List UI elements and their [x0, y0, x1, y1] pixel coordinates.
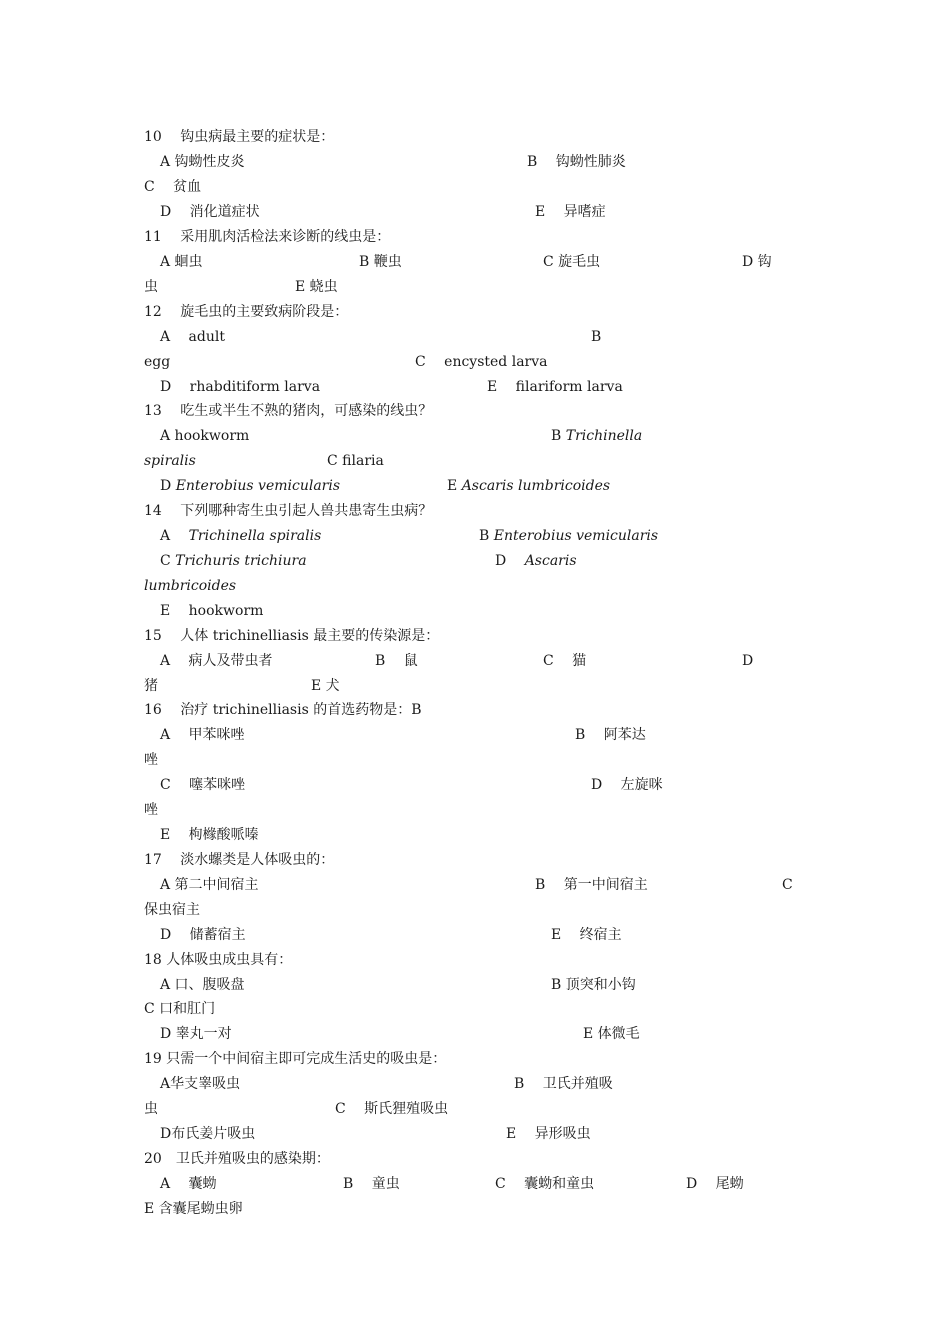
q11-option-e: E 蛲虫: [295, 279, 338, 295]
q20-option-a: A 囊蚴: [160, 1176, 217, 1192]
q14-option-a: [160, 527, 321, 545]
q14-option-b: [479, 527, 658, 545]
q13-option-d: [160, 477, 340, 495]
q14-option-a-letter: A: [160, 528, 171, 544]
q18-option-d: D 睾丸一对: [160, 1026, 232, 1042]
q19-option-a: A华支睾吸虫: [160, 1076, 241, 1092]
q16-option-b-wrap: 唑: [144, 752, 158, 768]
q16-option-e: E 枸橼酸哌嗪: [160, 827, 259, 843]
q11-option-b: B 鞭虫: [359, 254, 402, 270]
q15-option-b: B 鼠: [375, 653, 418, 669]
q17-option-e: E 终宿主: [551, 927, 622, 943]
q14-option-e: E hookworm: [160, 603, 264, 619]
q14-option-d: [495, 552, 577, 570]
q10-stem: 10 钩虫病最主要的症状是：: [144, 129, 335, 145]
q12-option-a: A adult: [160, 329, 225, 345]
q10-option-a: A 钩蚴性皮炎: [160, 154, 245, 170]
q12-option-b: B: [591, 329, 602, 345]
q19-option-c: C 斯氏狸殖吸虫: [335, 1101, 449, 1117]
q16-option-b: B 阿苯达: [575, 727, 646, 743]
q17-option-c-wrap: 保虫宿主: [144, 902, 200, 918]
q16-option-d: D 左旋咪: [591, 777, 663, 793]
q19-option-b: B 卫氏并殖吸: [514, 1076, 613, 1092]
q13-option-b-letter: B: [551, 428, 562, 444]
q15-option-e: E 犬: [311, 678, 340, 694]
q13-option-c: C filaria: [327, 453, 384, 469]
q13-option-a: A hookworm: [160, 428, 250, 444]
q10-option-e: E 异嗜症: [535, 204, 606, 220]
q14-option-d-wrap: lumbricoides: [144, 578, 237, 594]
q10-option-c: C 贫血: [144, 179, 202, 195]
q14-option-a-text: Trichinella spiralis: [188, 528, 322, 544]
q14-option-d-text: Ascaris: [524, 553, 577, 569]
q13-option-b: [551, 427, 642, 445]
q13-option-b-wrap: spiralis: [144, 453, 196, 469]
q15-stem: 15 人体 trichinelliasis 最主要的传染源是：: [144, 628, 440, 644]
q18-option-c: C 口和肛门: [144, 1001, 216, 1017]
q11-option-d: D 钩: [742, 254, 772, 270]
q11-option-c: C 旋毛虫: [543, 254, 601, 270]
q12-option-c: C encysted larva: [415, 354, 548, 370]
q13-option-e: [447, 477, 610, 495]
q11-option-a: A 蛔虫: [160, 254, 203, 270]
q20-option-e: E 含囊尾蚴虫卵: [144, 1201, 243, 1217]
q10-option-b: B 钩蚴性肺炎: [527, 154, 626, 170]
q14-option-b-text: Enterobius vemicularis: [493, 528, 659, 544]
q12-option-b-wrap: egg: [144, 354, 171, 370]
q18-option-a: A 口、腹吸盘: [160, 977, 245, 993]
q11-option-d-wrap: 虫: [144, 279, 158, 295]
q17-option-a: A 第二中间宿主: [160, 877, 259, 893]
q13-option-d-letter: D: [160, 478, 172, 494]
q15-option-d: D: [742, 653, 754, 669]
q13-option-d-text: Enterobius vemicularis: [175, 478, 341, 494]
q16-option-a: A 甲苯咪唑: [160, 727, 245, 743]
q16-stem: 16 治疗 trichinelliasis 的首选药物是：B: [144, 702, 422, 718]
q14-option-c-text: Trichuris trichiura: [175, 553, 307, 569]
q20-stem: 20 卫氏并殖吸虫的感染期：: [144, 1151, 330, 1167]
q17-option-d: D 储蓄宿主: [160, 927, 246, 943]
q17-stem: 17 淡水螺类是人体吸虫的：: [144, 852, 335, 868]
q13-option-b-text: Trichinella: [565, 428, 643, 444]
q15-option-d-wrap: 猪: [144, 678, 158, 694]
q16-option-d-wrap: 唑: [144, 802, 158, 818]
q17-option-b: B 第一中间宿主: [535, 877, 648, 893]
q20-option-c: C 囊蚴和童虫: [495, 1176, 595, 1192]
q19-option-e: E 异形吸虫: [506, 1126, 591, 1142]
q12-option-e: E filariform larva: [487, 379, 623, 395]
q18-stem: 18 人体吸虫成虫具有：: [144, 952, 293, 968]
q19-option-b-wrap: 虫: [144, 1101, 158, 1117]
q20-option-d: D 尾蚴: [686, 1176, 744, 1192]
q13-option-e-letter: E: [447, 478, 458, 494]
q15-option-c: C 猫: [543, 653, 587, 669]
q13-option-e-text: Ascaris lumbricoides: [461, 478, 611, 494]
q18-option-e: E 体微毛: [583, 1026, 640, 1042]
q12-stem: 12 旋毛虫的主要致病阶段是：: [144, 304, 349, 320]
q14-stem: 14 下列哪种寄生虫引起人兽共患寄生虫病？: [144, 503, 433, 519]
q14-option-d-letter: D: [495, 553, 507, 569]
q15-option-a: A 病人及带虫者: [160, 653, 273, 669]
q19-option-d: D布氏姜片吸虫: [160, 1126, 256, 1142]
q20-option-b: B 童虫: [343, 1176, 400, 1192]
q14-option-c: [160, 552, 307, 570]
q18-option-b: B 顶突和小钩: [551, 977, 636, 993]
q16-option-c: C 噻苯咪唑: [160, 777, 246, 793]
q14-option-b-letter: B: [479, 528, 490, 544]
q11-stem: 11 采用肌肉活检法来诊断的线虫是：: [144, 229, 391, 245]
q19-stem: 19 只需一个中间宿主即可完成生活史的吸虫是：: [144, 1051, 447, 1067]
q14-option-c-letter: C: [160, 553, 171, 569]
q10-option-d: D 消化道症状: [160, 204, 260, 220]
q13-stem: 13 吃生或半生不熟的猪肉，可感染的线虫？: [144, 403, 433, 419]
q12-option-d: D rhabditiform larva: [160, 379, 321, 395]
q17-option-c: C: [782, 877, 793, 893]
